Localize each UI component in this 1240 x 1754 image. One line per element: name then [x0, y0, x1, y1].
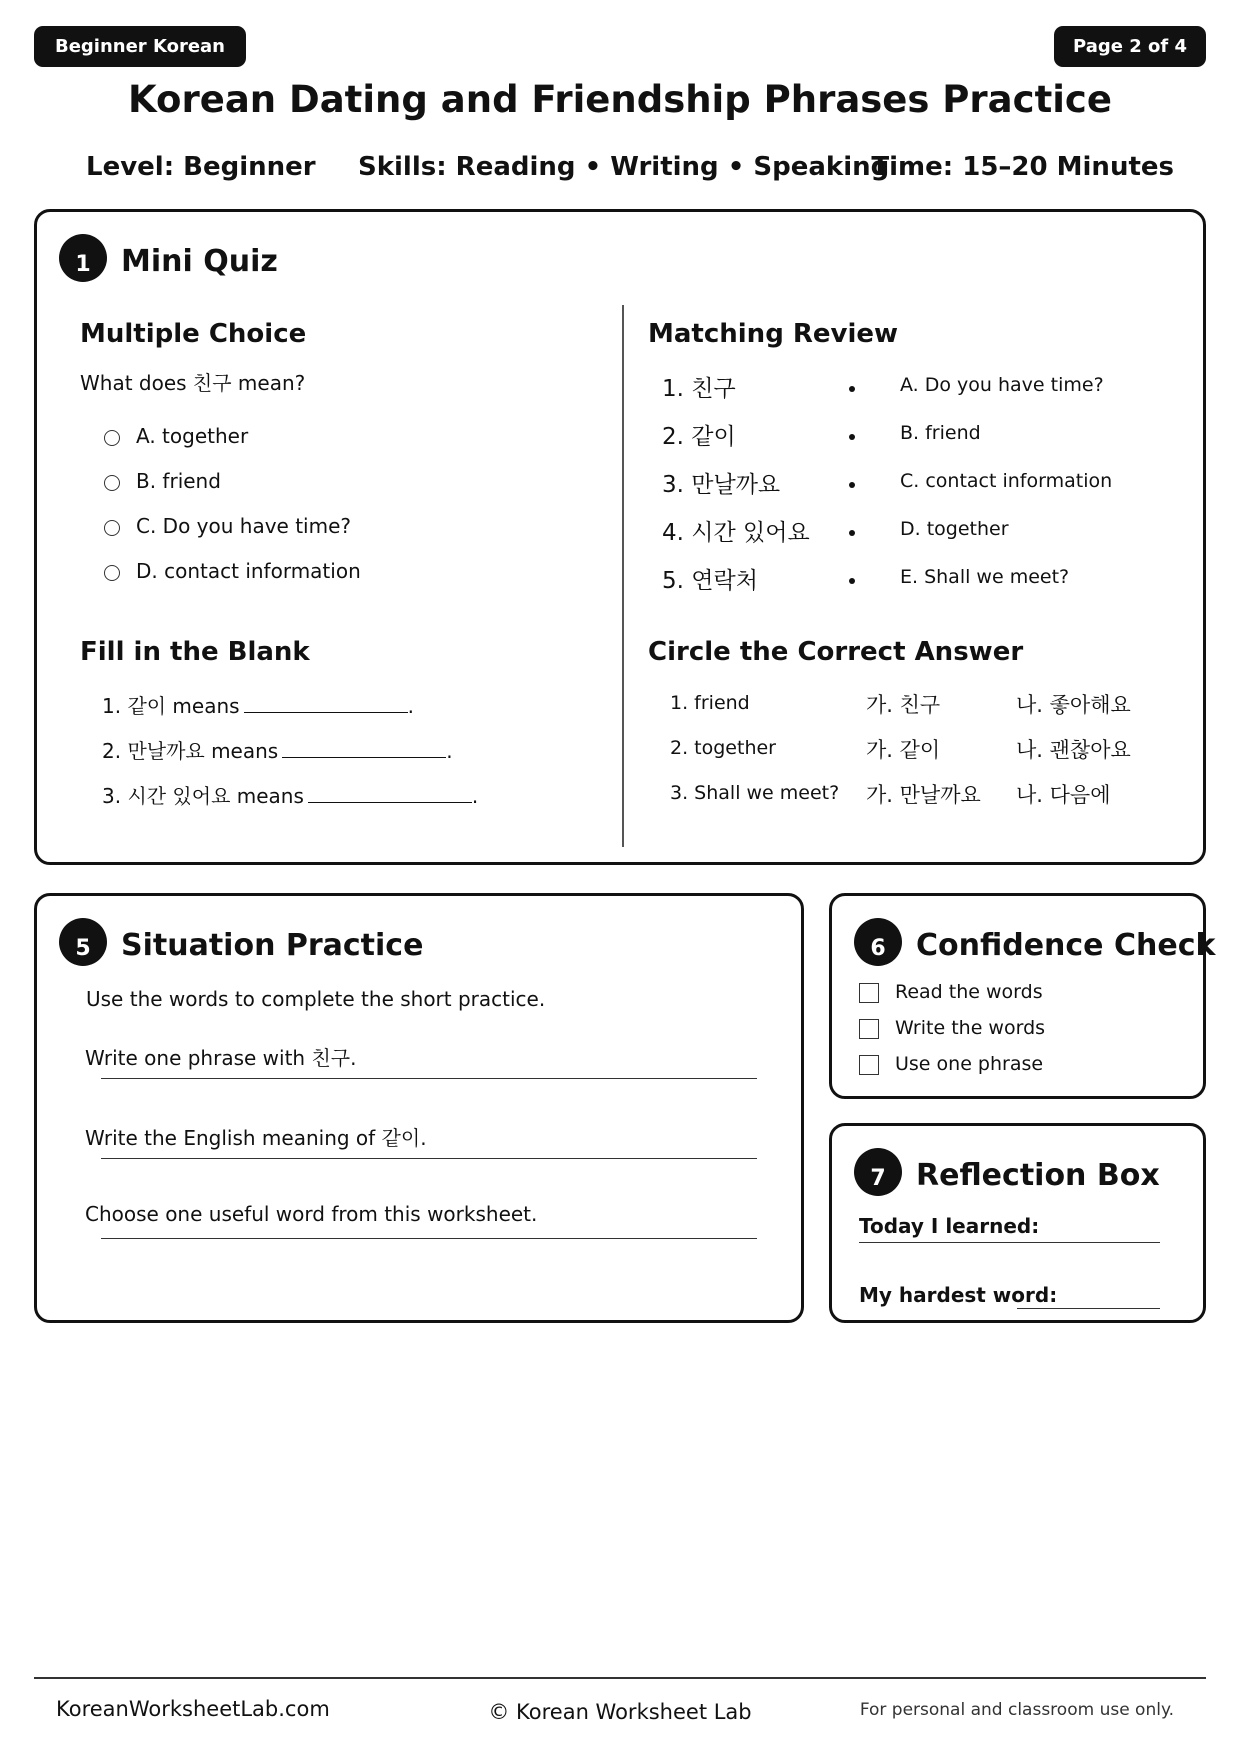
fill-blank-item [102, 735, 453, 764]
fill-blank-title: Fill in the Blank [80, 637, 310, 667]
fill-blank-text: 3. 시간 있어요 means [102, 784, 304, 808]
answer-line[interactable] [101, 1158, 757, 1159]
checkbox-write[interactable] [859, 1019, 879, 1039]
fill-blank-item [102, 690, 414, 719]
reflection-hardest-line[interactable] [1017, 1308, 1160, 1309]
matching-left-item: 4. 시간 있어요 [662, 520, 810, 546]
reflection-hardest-label: My hardest word: [859, 1283, 1058, 1307]
option-label: A. together [136, 424, 249, 448]
matching-right-item: D. together [900, 518, 1009, 540]
matching-left-item: 2. 같이 [662, 424, 736, 450]
section-title-reflection-box: Reflection Box [916, 1158, 1160, 1193]
page-badge: Page 2 of 4 [1054, 26, 1206, 67]
circle-option-a[interactable]: 가. 만날까요 [866, 783, 981, 807]
confidence-check-section [829, 893, 1216, 1099]
fill-blank-text: 1. 같이 means [102, 694, 240, 718]
checkbox-label: Write the words [895, 1017, 1046, 1039]
matching-left-item: 5. 연락처 [662, 568, 758, 594]
option-label: B. friend [136, 469, 221, 493]
level-badge: Beginner Korean [34, 26, 246, 67]
multiple-choice-question: What does 친구 mean? [80, 371, 306, 395]
period: . [471, 784, 479, 808]
circle-option-b[interactable]: 나. 괜찮아요 [1016, 738, 1131, 762]
section-number-5: 5 [59, 918, 107, 966]
fill-blank-item [102, 780, 478, 809]
radio-option-a[interactable] [104, 430, 120, 446]
answer-blank[interactable] [308, 785, 472, 803]
section-title-mini-quiz: Mini Quiz [121, 244, 278, 279]
reflection-box-section [829, 1123, 1206, 1323]
period: . [407, 694, 414, 718]
fill-blank-text: 2. 만날까요 means [102, 739, 279, 763]
matching-right-item: A. Do you have time? [900, 374, 1104, 396]
checkbox-read[interactable] [859, 983, 879, 1003]
circle-option-b[interactable]: 나. 좋아해요 [1016, 693, 1131, 717]
circle-answer-title: Circle the Correct Answer [648, 637, 1024, 667]
level-info: Level: Beginner [86, 152, 316, 182]
option-label: D. contact information [136, 559, 361, 583]
matching-dot[interactable] [849, 530, 855, 536]
situation-practice-section [34, 893, 804, 1323]
footer-divider [34, 1677, 1206, 1679]
situation-prompt: Write the English meaning of 같이. [85, 1126, 427, 1150]
circle-option-a[interactable]: 가. 친구 [866, 693, 941, 717]
period: . [446, 739, 453, 763]
answer-blank[interactable] [282, 740, 446, 758]
section-number-7: 7 [854, 1148, 902, 1196]
section-title-confidence-check: Confidence Check [916, 928, 1216, 963]
circle-prompt: 3. Shall we meet? [670, 782, 840, 804]
situation-prompt: Write one phrase with 친구. [85, 1046, 357, 1070]
time-info: Time: 15–20 Minutes [871, 152, 1174, 182]
matching-dot[interactable] [849, 386, 855, 392]
reflection-learned-label: Today I learned: [859, 1214, 1040, 1238]
radio-option-d[interactable] [104, 565, 120, 581]
matching-right-item: B. friend [900, 422, 981, 444]
option-label: C. Do you have time? [136, 514, 352, 538]
answer-blank[interactable] [244, 695, 408, 713]
matching-dot[interactable] [849, 482, 855, 488]
checkbox-label: Read the words [895, 981, 1043, 1003]
page-title: Korean Dating and Friendship Phrases Practice [128, 78, 1112, 121]
checkbox-use[interactable] [859, 1055, 879, 1075]
matching-right-item: E. Shall we meet? [900, 566, 1070, 588]
footer-copyright: © Korean Worksheet Lab [488, 1700, 752, 1724]
matching-right-item: C. contact information [900, 470, 1113, 492]
reflection-learned-line[interactable] [859, 1242, 1160, 1243]
column-divider [622, 305, 624, 847]
circle-option-a[interactable]: 가. 같이 [866, 738, 941, 762]
footer-site: KoreanWorksheetLab.com [56, 1697, 330, 1721]
section-number-1: 1 [59, 234, 107, 282]
matching-dot[interactable] [849, 578, 855, 584]
matching-review-title: Matching Review [648, 319, 899, 349]
circle-option-b[interactable]: 나. 다음에 [1016, 783, 1111, 807]
mini-quiz-section [34, 209, 1206, 865]
matching-left-item: 1. 친구 [662, 376, 736, 402]
answer-line[interactable] [101, 1238, 757, 1239]
situation-prompt: Choose one useful word from this worksheet. [85, 1202, 538, 1226]
circle-prompt: 2. together [670, 737, 776, 759]
multiple-choice-title: Multiple Choice [80, 319, 307, 349]
footer-usage: For personal and classroom use only. [859, 1700, 1174, 1720]
answer-line[interactable] [101, 1078, 757, 1079]
matching-dot[interactable] [849, 434, 855, 440]
skills-info: Skills: Reading • Writing • Speaking [358, 152, 890, 182]
circle-prompt: 1. friend [670, 692, 750, 714]
checkbox-label: Use one phrase [895, 1053, 1044, 1075]
radio-option-c[interactable] [104, 520, 120, 536]
section-title-situation-practice: Situation Practice [121, 928, 424, 963]
radio-option-b[interactable] [104, 475, 120, 491]
section-number-6: 6 [854, 918, 902, 966]
matching-left-item: 3. 만날까요 [662, 472, 781, 498]
situation-instruction: Use the words to complete the short practice. [86, 987, 546, 1011]
